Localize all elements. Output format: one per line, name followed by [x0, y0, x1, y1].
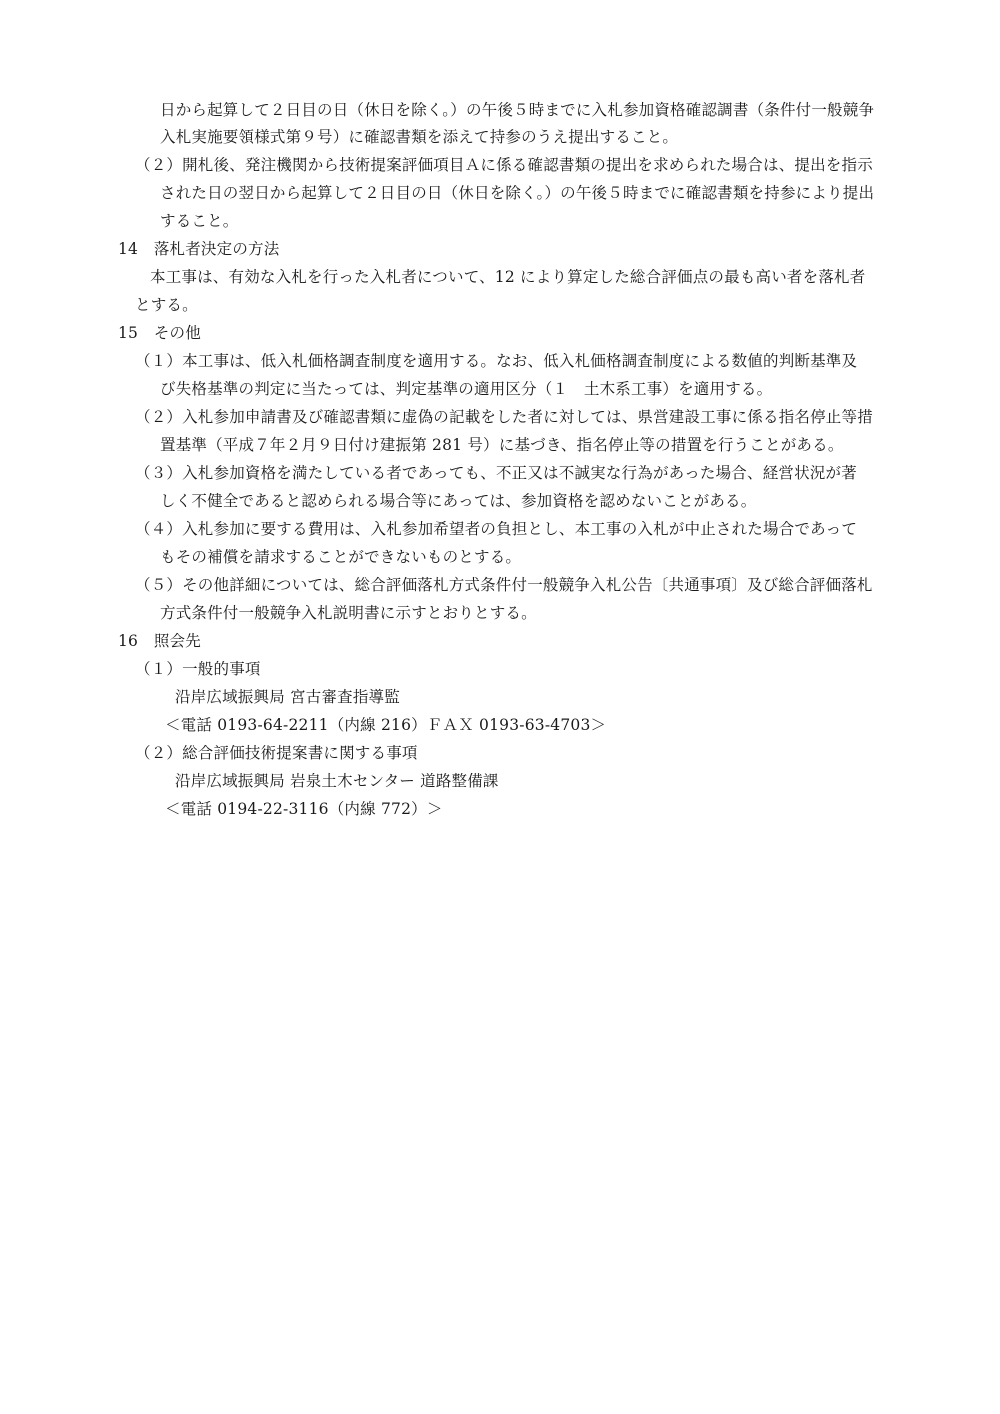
contact-phone: ＜電話 0193-64-2211（内線 216）ＦＡＸ 0193-63-4703＞ — [165, 716, 607, 734]
text-line: （４）入札参加に要する費用は、入札参加希望者の負担とし、本工事の入札が中止された場合であって — [135, 520, 858, 538]
text-line: （３）入札参加資格を満たしている者であっても、不正又は不誠実な行為があった場合、経営状況が著 — [135, 464, 857, 482]
text-line: び失格基準の判定に当たっては、判定基準の適用区分（１ 土木系工事）を適用する。 — [160, 380, 773, 398]
contact-office: 沿岸広域振興局 宮古審査指導監 — [175, 688, 400, 706]
contact-office: 沿岸広域振興局 岩泉土木センター 道路整備課 — [175, 772, 499, 790]
text-line: （５）その他詳細については、総合評価落札方式条件付一般競争入札公告〔共通事項〕及び総合評価落札 — [135, 576, 873, 594]
section-heading: 16 照会先 — [118, 632, 201, 650]
text-line: 入札実施要領様式第９号）に確認書類を添えて持参のうえ提出すること。 — [160, 128, 679, 146]
text-line: （２）入札参加申請書及び確認書類に虚偽の記載をした者に対しては、県営建設工事に係る指名停止等措 — [135, 408, 873, 426]
text-line: （１）本工事は、低入札価格調査制度を適用する。なお、低入札価格調査制度による数値的判断基準及 — [135, 352, 858, 370]
section-heading: 14 落札者決定の方法 — [118, 240, 280, 258]
text-line: 方式条件付一般競争入札説明書に示すとおりとする。 — [160, 604, 537, 622]
text-line: とする。 — [135, 296, 198, 314]
sub-heading: （２）総合評価技術提案書に関する事項 — [135, 744, 418, 762]
text-line: （２）開札後、発注機関から技術提案評価項目Ａに係る確認書類の提出を求められた場合は、提出を指示 — [135, 156, 873, 174]
text-line: 日から起算して２日目の日（休日を除く。）の午後５時までに入札参加資格確認調書（条件付一般競争 — [160, 101, 875, 119]
text-line: された日の翌日から起算して２日目の日（休日を除く。）の午後５時までに確認書類を持参により提出 — [160, 184, 875, 202]
text-line: 置基準（平成７年２月９日付け建振第 281 号）に基づき、指名停止等の措置を行うことがある。 — [160, 436, 844, 454]
section-heading: 15 その他 — [118, 324, 201, 342]
text-line: すること。 — [160, 212, 239, 230]
sub-heading: （１）一般的事項 — [135, 660, 261, 678]
contact-phone: ＜電話 0194-22-3116（内線 772）＞ — [165, 800, 443, 818]
text-line: 本工事は、有効な入札を行った入札者について、12 により算定した総合評価点の最も高い者を落札者 — [150, 268, 866, 286]
text-line: もその補償を請求することができないものとする。 — [160, 548, 522, 566]
text-line: しく不健全であると認められる場合等にあっては、参加資格を認めないことがある。 — [160, 492, 757, 510]
